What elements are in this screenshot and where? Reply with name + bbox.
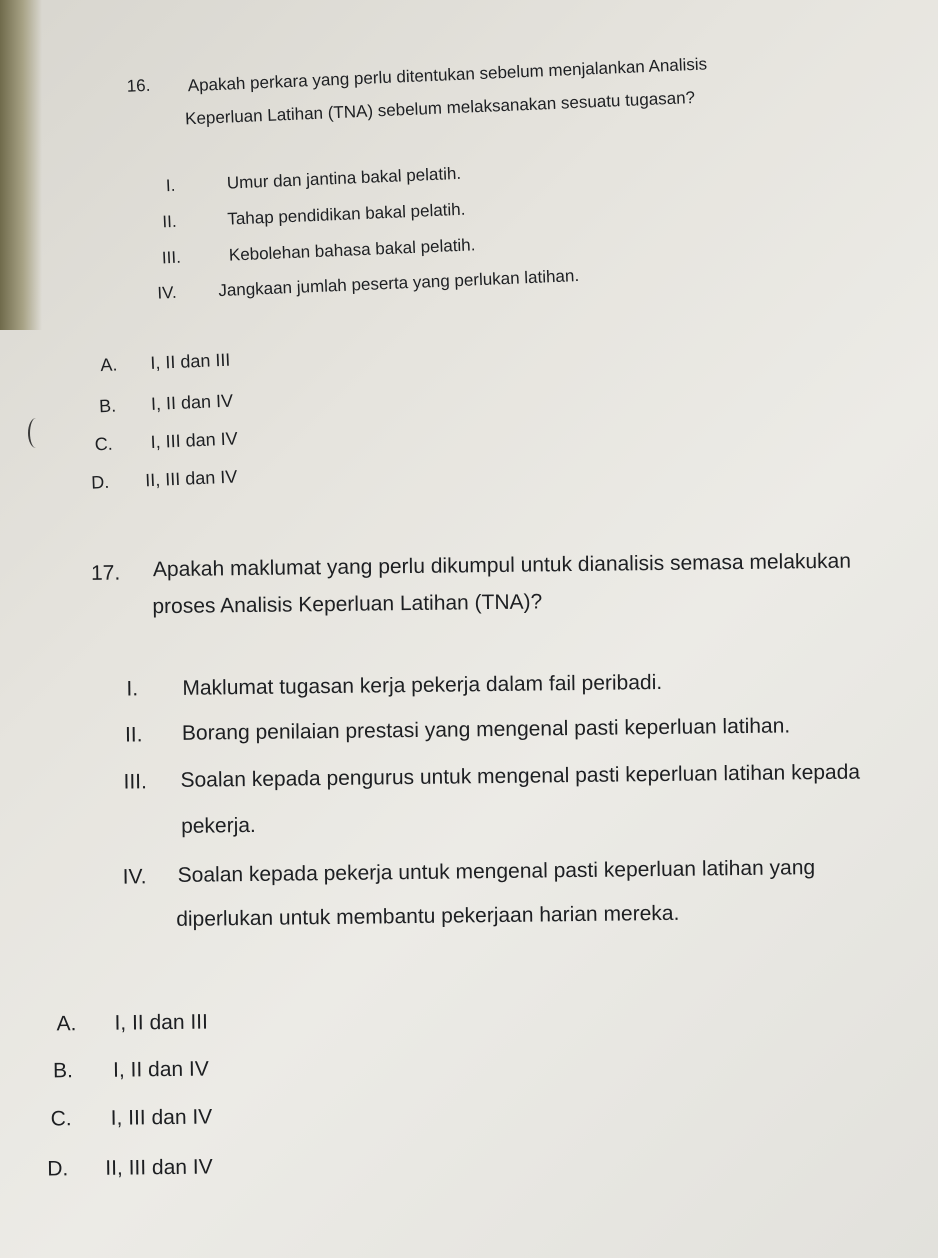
option-text: I, II dan IV — [150, 390, 234, 415]
question-text-line-1: Apakah maklumat yang perlu dikumpul untuk dianalisis semasa melakukan — [152, 549, 852, 582]
option-text: I, III dan IV — [150, 428, 239, 453]
statement-text: Soalan kepada pengurus untuk mengenal pasti keperluan latihan kepada — [180, 760, 861, 792]
question-text-line-2: Keperluan Latihan (TNA) sebelum melaksanakan sesuatu tugasan? — [184, 87, 696, 129]
pencil-mark — [28, 418, 44, 448]
statement-continuation: diperlukan untuk membantu pekerjaan harian mereka. — [176, 901, 680, 931]
statement-text: Kebolehan bahasa bakal pelatih. — [228, 235, 476, 265]
option-letter: B. — [52, 1059, 74, 1083]
question-number: 17. — [90, 561, 121, 585]
statement-numeral: II. — [162, 211, 177, 232]
statement-text: Umur dan jantina bakal pelatih. — [226, 163, 462, 193]
option-letter: A. — [99, 354, 118, 376]
statement-text: Tahap pendidikan bakal pelatih. — [226, 199, 466, 229]
statement-numeral: III. — [161, 247, 182, 268]
statement-numeral: IV. — [157, 282, 178, 303]
option-letter: B. — [98, 395, 117, 417]
statement-numeral: IV. — [122, 865, 147, 889]
option-text: I, II dan III — [114, 1010, 209, 1035]
statement-numeral: I. — [165, 175, 176, 196]
statement-text: Maklumat tugasan kerja pekerja dalam fail peribadi. — [182, 670, 663, 700]
statement-text: Soalan kepada pekerja untuk mengenal pasti keperluan latihan yang — [177, 856, 816, 887]
option-letter: C. — [94, 433, 114, 455]
option-text: I, II dan III — [149, 349, 231, 374]
question-text-line-1: Apakah perkara yang perlu ditentukan sebelum menjalankan Analisis — [187, 54, 708, 96]
option-text: II, III dan IV — [105, 1155, 213, 1180]
page-edge-shadow — [0, 0, 42, 330]
option-letter: D. — [90, 471, 110, 493]
option-text: I, II dan IV — [112, 1057, 209, 1082]
statement-text: Jangkaan jumlah peserta yang perlukan latihan. — [217, 266, 580, 301]
statement-numeral: I. — [126, 677, 139, 701]
option-letter: D. — [47, 1157, 69, 1181]
question-number: 16. — [126, 75, 151, 96]
statement-text: Borang penilaian prestasi yang mengenal pasti keperluan latihan. — [181, 714, 791, 745]
option-text: I, III dan IV — [110, 1105, 213, 1130]
statement-continuation: pekerja. — [180, 813, 256, 838]
statement-numeral: II. — [124, 723, 143, 747]
option-letter: A. — [56, 1012, 77, 1036]
option-text: II, III dan IV — [144, 466, 238, 491]
statement-numeral: III. — [123, 770, 148, 794]
option-letter: C. — [50, 1107, 72, 1131]
question-text-line-2: proses Analisis Keperluan Latihan (TNA)? — [152, 590, 543, 619]
